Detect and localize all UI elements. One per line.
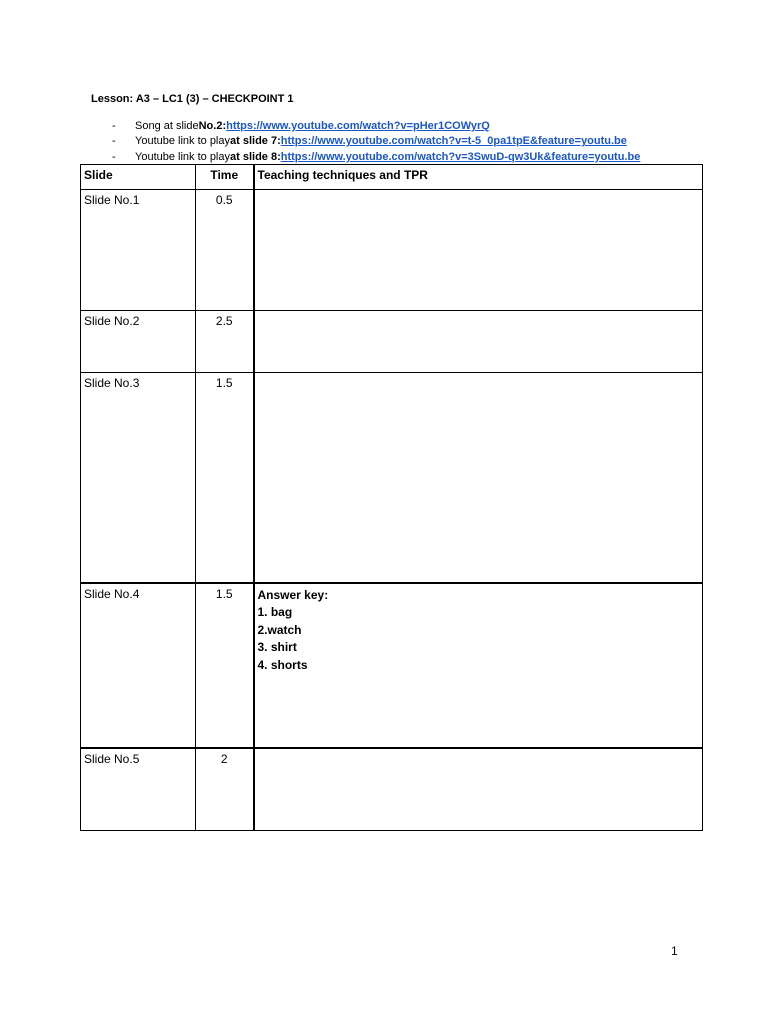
time-cell: 1.5 xyxy=(196,373,254,583)
link-list xyxy=(112,119,640,165)
list-item xyxy=(112,119,640,134)
slide-cell: Slide No.3 xyxy=(81,373,196,583)
time-cell: 1.5 xyxy=(196,583,254,748)
bullet-dash: - xyxy=(112,135,116,148)
table-row xyxy=(81,373,703,583)
answer-item: 3. shirt xyxy=(257,640,297,654)
answer-item: 2.watch xyxy=(257,622,302,637)
youtube-link-slide-7[interactable]: https://www.youtube.com/watch?v=t-5_0pa1tpE&feature=youtu.be xyxy=(280,135,627,148)
page-number: 1 xyxy=(671,944,678,958)
bullet-dash: - xyxy=(112,120,116,132)
time-cell: 2 xyxy=(196,748,254,831)
link-slide-label: No.2: xyxy=(198,120,227,132)
lesson-plan-table xyxy=(80,164,703,831)
answer-key-heading: Answer key: xyxy=(257,587,329,602)
column-header-slide: Slide xyxy=(81,165,196,190)
table-row xyxy=(81,583,703,748)
youtube-link-slide-8[interactable]: https://www.youtube.com/watch?v=3SwuD-qw3Uk&feature=youtu.be xyxy=(280,150,641,163)
table-header-row xyxy=(81,165,703,190)
time-cell: 2.5 xyxy=(196,311,254,373)
list-item xyxy=(112,134,640,149)
slide-cell: Slide No.4 xyxy=(81,583,196,748)
slide-cell: Slide No.2 xyxy=(81,311,196,373)
techniques-cell xyxy=(254,190,703,311)
techniques-cell xyxy=(254,311,703,373)
song-link[interactable]: https://www.youtube.com/watch?v=pHer1COWyrQ xyxy=(226,120,490,132)
page-title: Lesson: A3 – LC1 (3) – CHECKPOINT 1 xyxy=(91,93,294,105)
answer-item: 1. bag xyxy=(257,605,293,619)
table-row xyxy=(81,190,703,311)
link-slide-label: at slide 8: xyxy=(230,150,281,163)
answer-item: 4. shorts xyxy=(257,657,308,672)
column-header-techniques: Teaching techniques and TPR xyxy=(254,165,703,190)
techniques-cell xyxy=(254,373,703,583)
slide-cell: Slide No.5 xyxy=(81,748,196,831)
list-item xyxy=(112,150,640,165)
techniques-cell xyxy=(254,583,703,748)
link-prefix: Youtube link to play xyxy=(135,150,230,163)
bullet-dash: - xyxy=(112,150,116,163)
link-prefix: Youtube link to play xyxy=(135,135,230,148)
column-header-time: Time xyxy=(196,165,254,190)
techniques-cell xyxy=(254,748,703,831)
link-slide-label: at slide 7: xyxy=(230,135,281,148)
table-row xyxy=(81,311,703,373)
time-cell: 0.5 xyxy=(196,190,254,311)
link-prefix: Song at slide xyxy=(135,120,199,132)
table-row xyxy=(81,748,703,831)
slide-cell: Slide No.1 xyxy=(81,190,196,311)
